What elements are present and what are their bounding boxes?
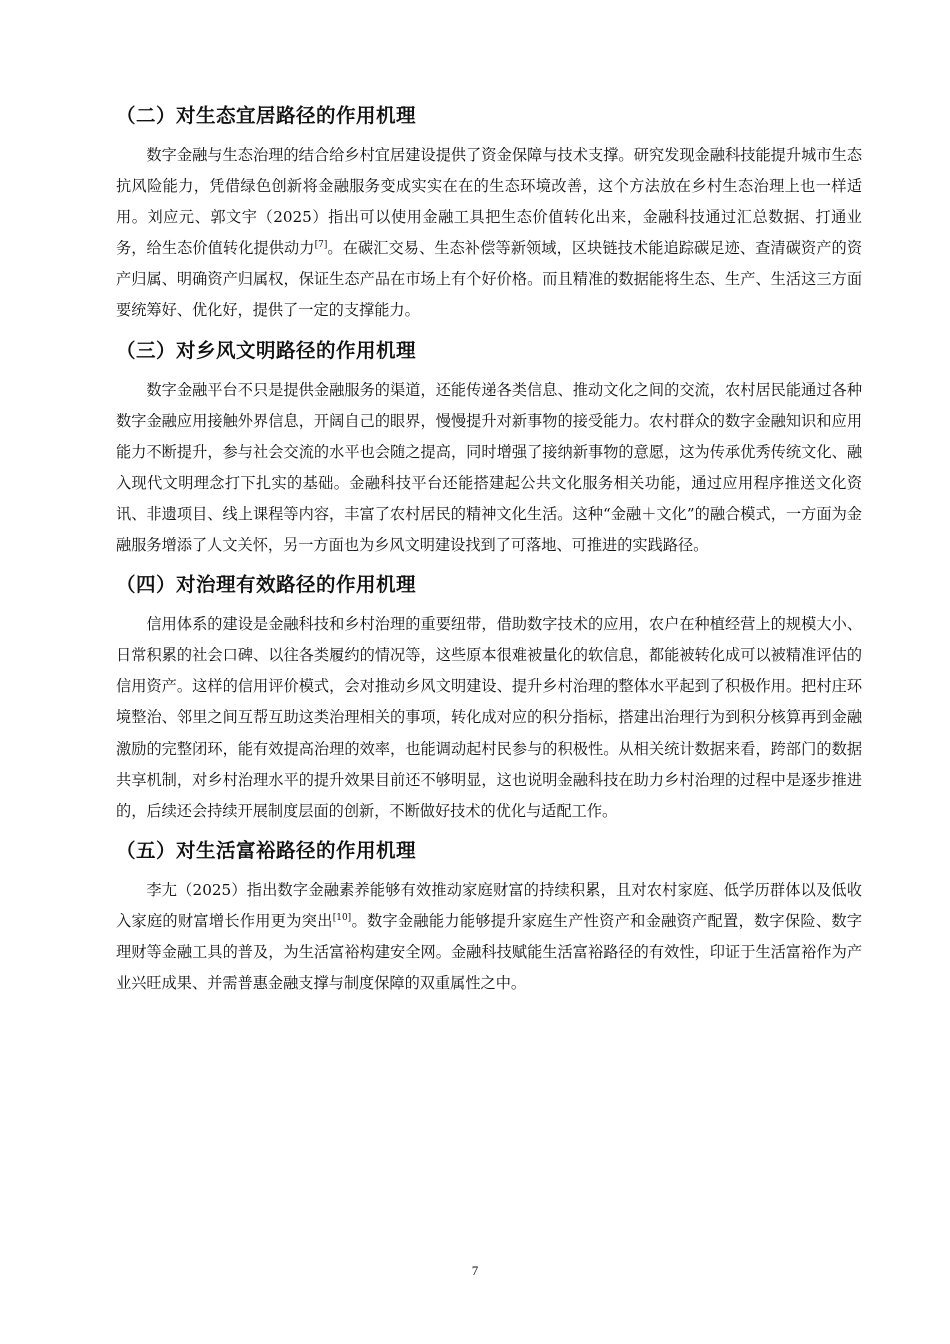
citation-ref: [10] [332,912,352,923]
section-paragraph: 数字金融平台不只是提供金融服务的渠道，还能传递各类信息、推动文化之间的交流，农村居民能通过各种数字金融应用接触外界信息，开阔自己的眼界，慢慢提升对新事物的接受能力。农村群众的数字金融知识和应用能力不断提升，参与社会交流的水平也会随之提高，同时增强了接纳新事物的意愿，这为传承优秀传统文化、融入现代文明理念打下扎实的基础。金融科技平台还能搭建起公共文化服务相关功能，通过应用程序推送文化资讯、非遗项目、线上课程等内容，丰富了农村居民的精神文化生活。这种“金融＋文化”的融合模式，一方面为金融服务增添了人文关怀，另一方面也为乡风文明建设找到了可落地、可推进的实践路径。 [116,380,862,555]
section-effective-governance [116,567,862,827]
section-heading: （三）对乡风文明路径的作用机理 [116,338,417,362]
section-paragraph: 信用体系的建设是金融科技和乡村治理的重要纽带，借助数字技术的应用，农户在种植经营上的规模大小、日常积累的社会口碑、以往各类履约的情况等，这些原本很难被量化的软信息，都能被转化成可以被精准评估的信用资产。这样的信用评价模式，会对推动乡风文明建设、提升乡村治理的整体水平起到了积极作用。把村庄环境整治、邻里之间互帮互助这类治理相关的事项，转化成对应的积分指标，搭建出治理行为到积分核算再到金融激励的完整闭环，能有效提高治理的效率，也能调动起村民参与的积极性。从相关统计数据来看，跨部门的数据共享机制，对乡村治理水平的提升效果目前还不够明显，这也说明金融科技在助力乡村治理的过程中是逐步推进的，后续还会持续开展制度层面的创新，不断做好技术的优化与适配工作。 [116,615,862,820]
paragraph-text: 李尢（2025）指出数字金融素养能够有效推动家庭财富的持续积累，且对农村家庭、低学历群体以及低收入家庭的财富增长作用更为突出 [116,880,862,930]
section-rural-civility [116,333,862,562]
paragraph-text: 数字金融与生态治理的结合给乡村宜居建设提供了资金保障与技术支撑。研究发现金融科技能提升城市生态抗风险能力，凭借绿色创新将金融服务变成实实在在的生态环境改善，这个方法放在乡村生态治理上也一样适用。刘应元、郭文宇（2025）指出可以使用金融工具把生态价值转化出来，金融科技通过汇总数据、打通业务，给生态价值转化提供动力 [116,146,862,258]
section-paragraph [116,140,862,327]
page-number: 7 [471,1263,479,1278]
citation-ref: [7] [314,240,328,251]
paragraph-text: 。在碳汇交易、生态补偿等新领域，区块链技术能追踪碳足迹、查清碳资产的资产归属、明确资产归属权，保证生态产品在市场上有个好价格。而且精准的数据能将生态、生产、生活这三方面要统筹好、优化好，提供了一定的支撑能力。 [116,239,863,320]
paragraph-text: 。数字金融能力能够提升家庭生产性资产和金融资产配置，数字保险、数字理财等金融工具的普及，为生活富裕构建安全网。金融科技赋能生活富裕路径的有效性，印证于生活富裕作为产业兴旺成果、并需普惠金融支撑与制度保障的双重属性之中。 [116,911,863,993]
section-prosperous-life [116,833,862,999]
section-paragraph [116,875,862,999]
section-ecological-livability [116,98,862,327]
page-content [116,98,862,1005]
section-heading: （五）对生活富裕路径的作用机理 [116,838,417,862]
section-heading: （四）对治理有效路径的作用机理 [116,573,417,597]
section-heading: （二）对生态宜居路径的作用机理 [116,104,417,127]
